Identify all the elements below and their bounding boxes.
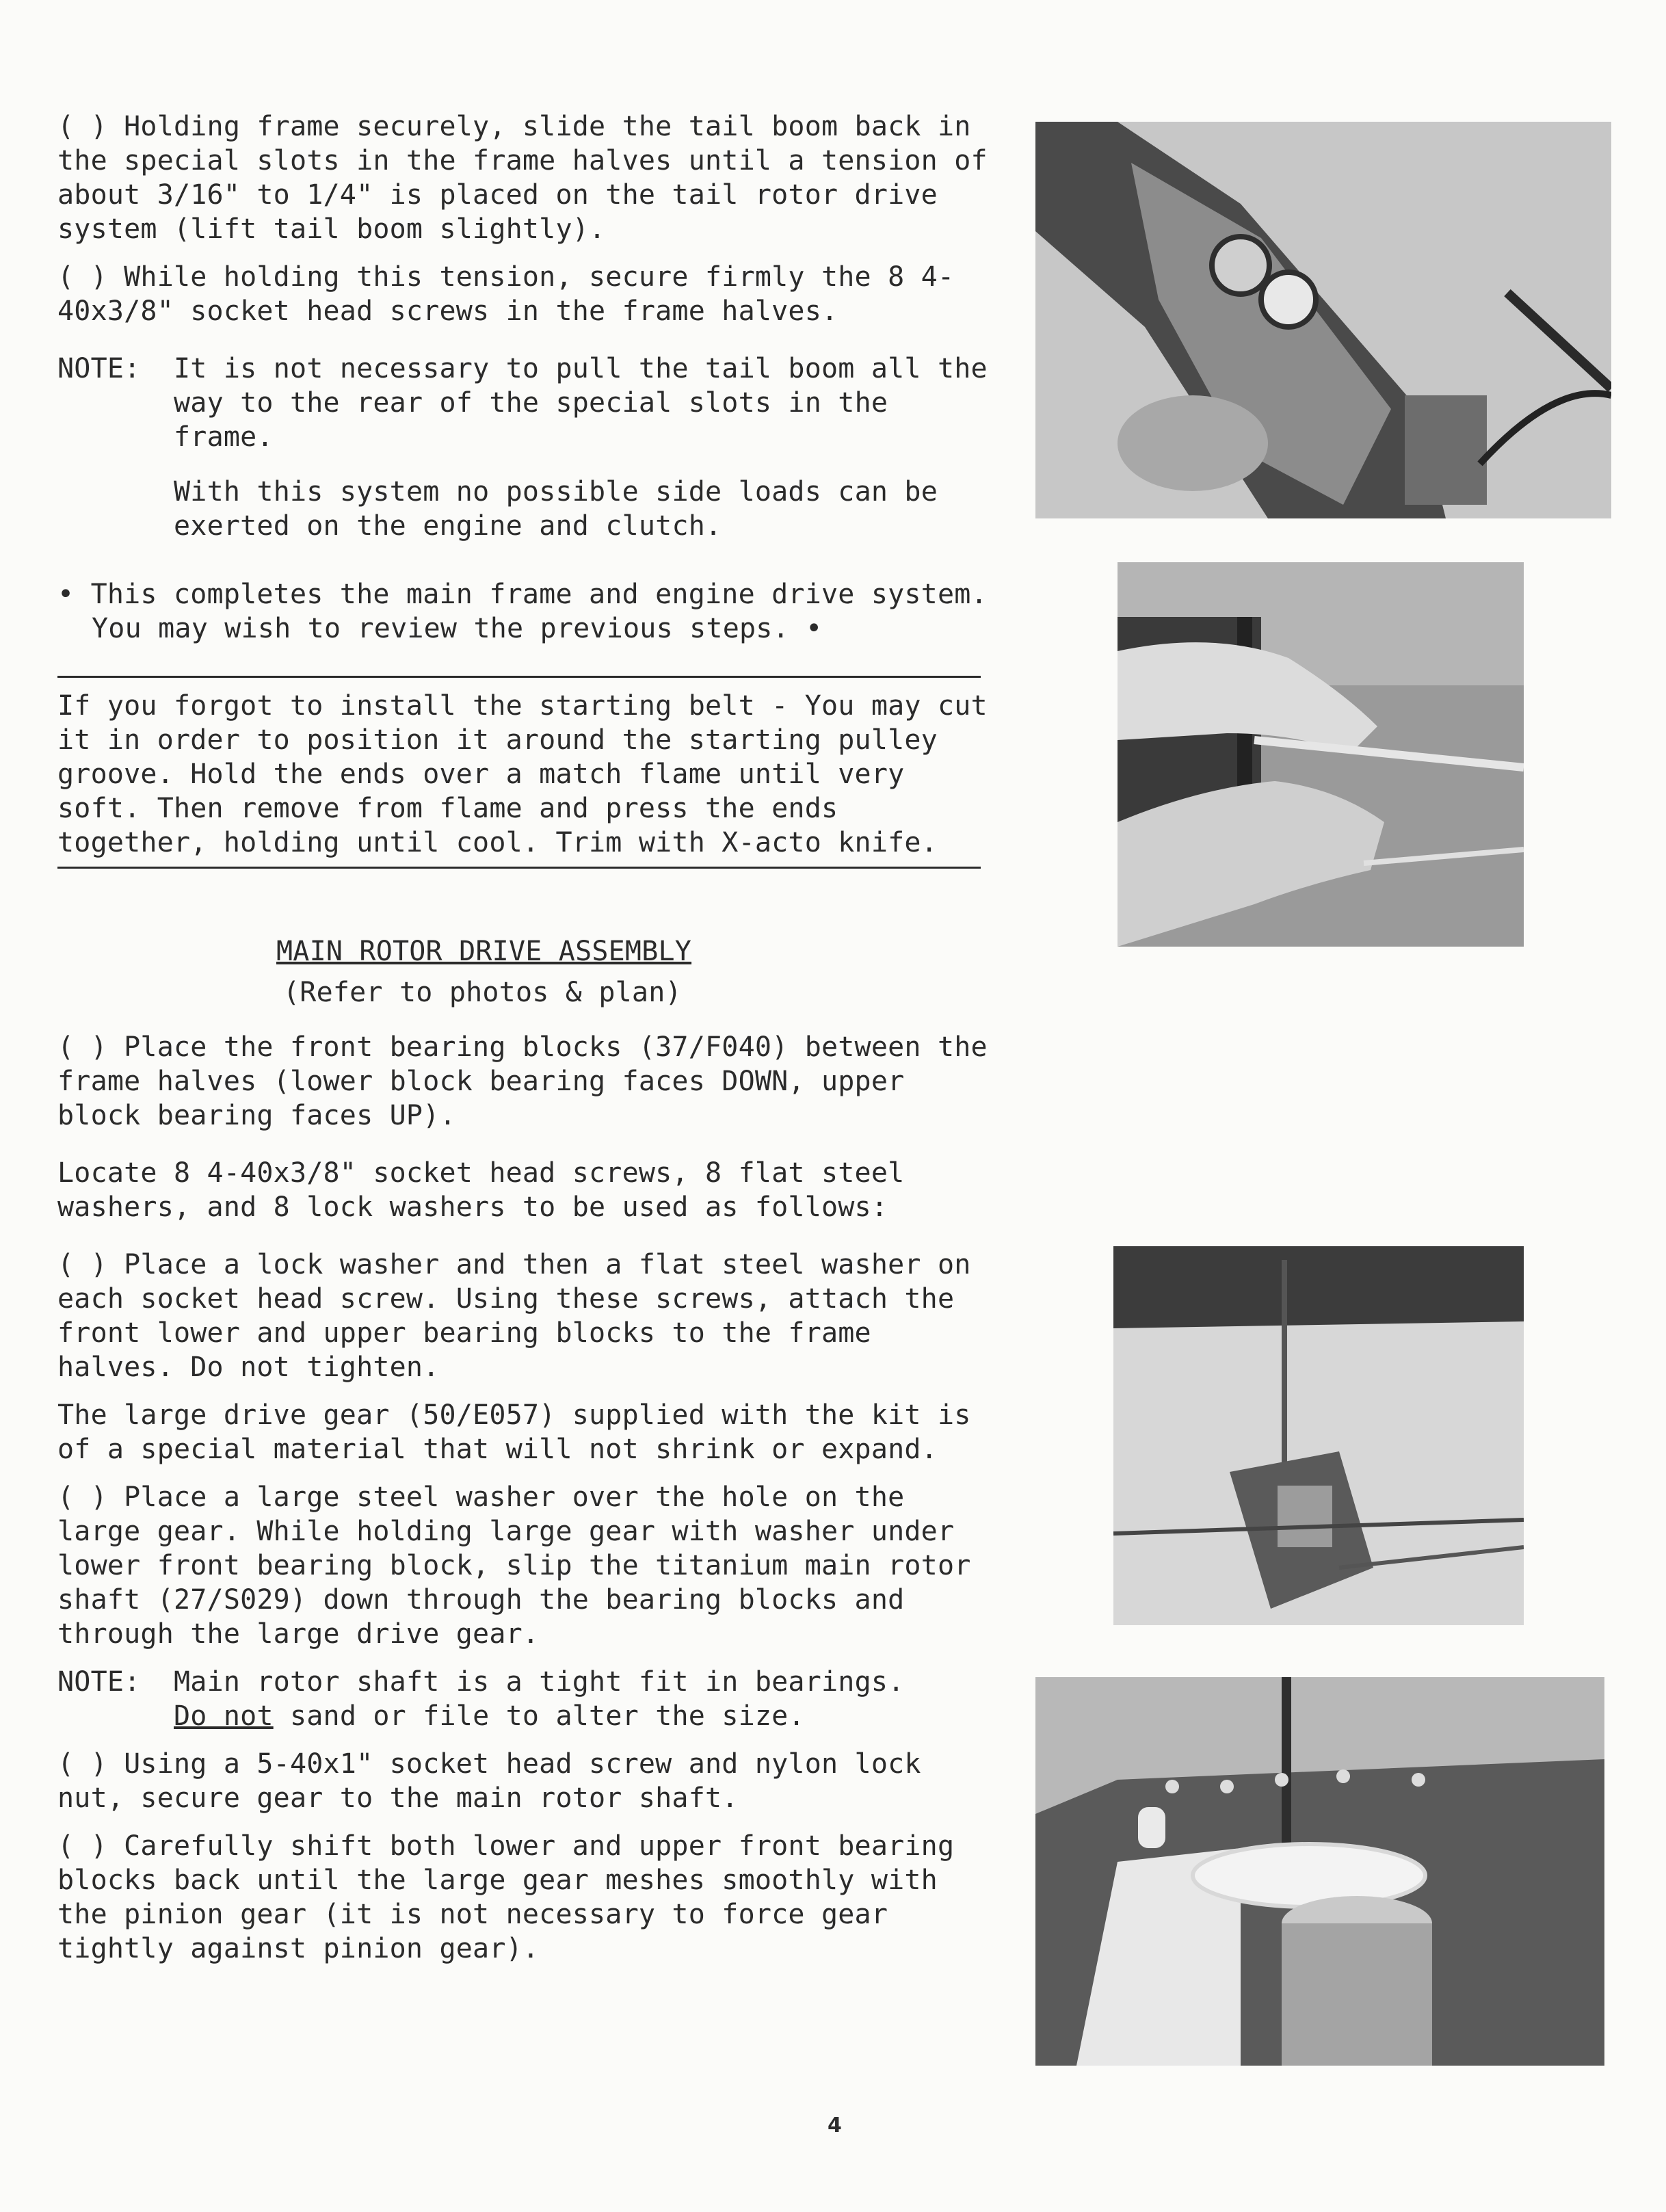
completion-bullet: • This completes the main frame and engine drive system. You may wish to review the previous steps. • [57,579,988,644]
note-text: Main rotor shaft is a tight fit in bearings. [174,1666,905,1698]
step-tail-boom-tension: ( ) Holding frame securely, slide the tail boom back in the special slots in the frame halves until a tension of about 3/16" to 1/4" is placed on the tail rotor drive system (lift tail boom slightly). [57,111,988,245]
section-title: MAIN ROTOR DRIVE ASSEMBLY [276,936,692,967]
note-emphasis: Do not [174,1700,274,1732]
photo-tail-boom-frame [1035,122,1611,518]
note-text: It is not necessary to pull the tail boom all the way to the rear of the special slots in the frame. [174,353,988,453]
step-secure-screws: ( ) While holding this tension, secure firmly the 8 4-40x3/8" socket head screws in the frame halves. [57,261,955,327]
step-shift-bearing-blocks: ( ) Carefully shift both lower and upper front bearing blocks back until the large gear meshes smoothly with the pinion gear (it is not necessary to force gear tightly against pinion gear). [57,1830,955,1964]
section-subtitle: (Refer to photos & plan) [283,977,682,1008]
note-shaft-fit [57,1665,988,1733]
photo-gear-closeup [1035,1677,1604,2066]
section-heading-block [57,934,988,1010]
note-tail-boom [57,352,988,564]
divider-bottom [57,867,981,869]
drive-gear-info: The large drive gear (50/E057) supplied with the kit is of a special material that will not shrink or expand. [57,1399,971,1465]
locate-hardware: Locate 8 4-40x3/8" socket head screws, 8 flat steel washers, and 8 lock washers to be used as follows: [57,1157,905,1223]
page-number: 4 [828,2114,842,2137]
note-text: sand or file to alter the size. [273,1700,805,1732]
photo-frame-assembly [1113,1246,1524,1625]
note-label: NOTE: [57,1666,141,1698]
step-secure-gear: ( ) Using a 5-40x1" socket head screw and nylon lock nut, secure gear to the main rotor shaft. [57,1748,921,1814]
text-column [57,109,988,1989]
step-place-bearing-blocks: ( ) Place the front bearing blocks (37/F040) between the frame halves (lower block bearing faces DOWN, upper block bearing faces UP). [57,1031,988,1131]
note-label: NOTE: [57,353,141,384]
step-attach-bearing-blocks: ( ) Place a lock washer and then a flat steel washer on each socket head screw. Using these screws, attach the front lower and upper bearing blocks to the frame halves. Do not tighten. [57,1249,971,1383]
photo-hands-belt [1118,562,1524,947]
divider-top [57,676,981,678]
step-install-shaft: ( ) Place a large steel washer over the hole on the large gear. While holding large gear with washer under lower front bearing block, slip the titanium main rotor shaft (27/S029) down through the bearing blocks and through the large drive gear. [57,1482,971,1650]
starting-belt-tip: If you forgot to install the starting belt - You may cut it in order to position it around the starting pulley groove. Hold the ends over a match flame until very soft. Then remove from flame and press the ends together, holding until cool. Trim with X-acto knife. [57,690,988,858]
note-text: With this system no possible side loads can be exerted on the engine and clutch. [174,476,938,542]
